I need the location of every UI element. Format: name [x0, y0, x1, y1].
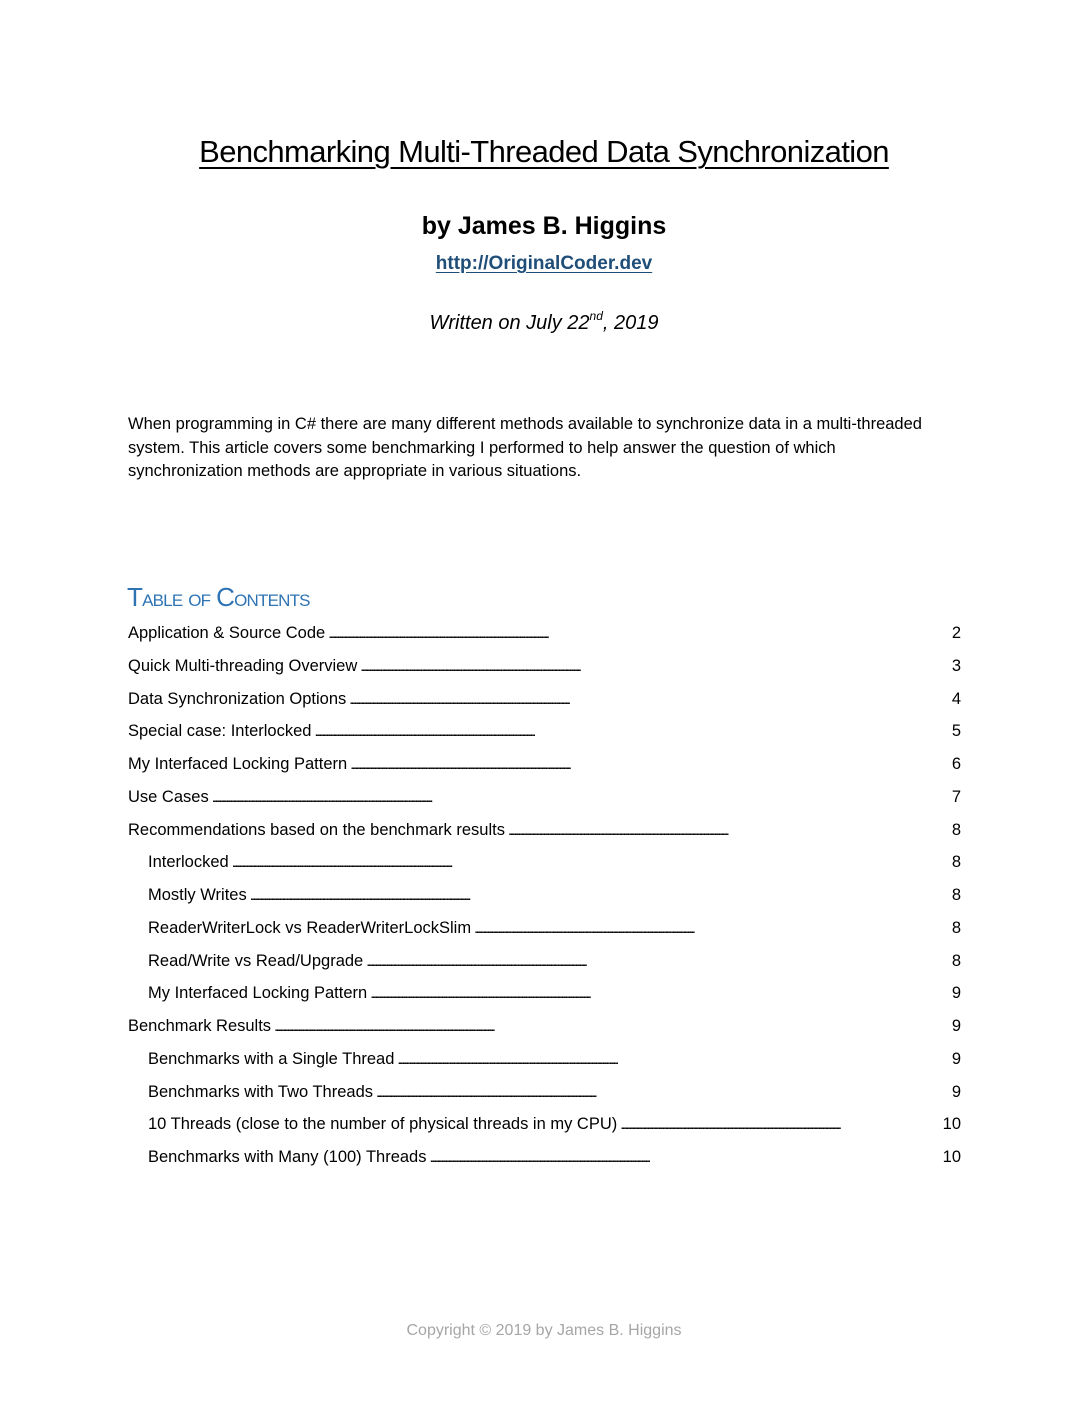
- toc-entry-label: Use Cases: [128, 787, 209, 806]
- toc-page-number: 5: [951, 722, 961, 741]
- toc-dot-leader: [274, 1017, 949, 1036]
- toc-page-number: 6: [951, 755, 961, 773]
- toc-dot-leader: [620, 1115, 939, 1134]
- toc-entry-label: Quick Multi-threading Overview: [128, 656, 358, 675]
- toc-entry-label: ReaderWriterLock vs ReaderWriterLockSlim: [148, 918, 472, 937]
- written-date-prefix: Written on July 22: [429, 312, 590, 334]
- table-of-contents: [128, 624, 961, 1181]
- toc-page-number: 8: [951, 853, 961, 872]
- copyright-footer: Copyright © 2019 by James B. Higgins: [406, 1322, 682, 1339]
- website-link[interactable]: http://OriginalCoder.dev: [435, 253, 653, 274]
- toc-entry-label: My Interfaced Locking Pattern: [148, 984, 368, 1003]
- toc-dot-leader: [508, 821, 949, 840]
- website-link-container: [0, 253, 1088, 275]
- toc-entry-label: Recommendations based on the benchmark results: [128, 820, 505, 839]
- toc-entry-label: Benchmarks with Two Threads: [148, 1082, 373, 1101]
- toc-dot-leader: [366, 952, 949, 971]
- toc-entry-label: Benchmarks with a Single Thread: [148, 1049, 395, 1068]
- toc-entry[interactable]: [128, 755, 961, 788]
- toc-entry[interactable]: [128, 788, 961, 821]
- toc-dot-leader: [360, 657, 949, 676]
- toc-entry[interactable]: [128, 821, 961, 854]
- toc-heading-initial-c: C: [216, 582, 235, 612]
- toc-entry-label: Special case: Interlocked: [128, 722, 312, 741]
- toc-dot-leader: [314, 722, 948, 741]
- toc-entry[interactable]: [128, 624, 961, 657]
- toc-entry[interactable]: [128, 1017, 961, 1050]
- toc-page-number: 8: [951, 951, 961, 970]
- toc-dot-leader: [350, 755, 949, 774]
- toc-heading: [127, 582, 310, 613]
- toc-dot-leader: [250, 886, 949, 905]
- toc-entry-label: Benchmark Results: [128, 1017, 272, 1035]
- toc-heading-part2: ontents: [234, 585, 310, 612]
- toc-dot-leader: [376, 1083, 949, 1102]
- written-date: [0, 309, 1088, 335]
- toc-heading-part1: able of: [142, 585, 217, 612]
- toc-entry-label: Interlocked: [148, 853, 229, 872]
- toc-page-number: 2: [951, 624, 961, 642]
- toc-page-number: 4: [951, 689, 961, 708]
- toc-entry[interactable]: [128, 657, 961, 690]
- toc-page-number: 10: [942, 1115, 961, 1134]
- toc-dot-leader: [232, 853, 949, 872]
- toc-heading-initial-t: T: [127, 582, 143, 612]
- toc-entry-label: Read/Write vs Read/Upgrade: [148, 951, 364, 970]
- written-date-ordinal: nd: [589, 309, 603, 323]
- toc-entry[interactable]: [128, 1148, 961, 1181]
- toc-entry-label: Data Synchronization Options: [128, 689, 347, 708]
- toc-page-number: 8: [951, 886, 961, 904]
- toc-page-number: 3: [951, 656, 961, 675]
- toc-entry-label: Mostly Writes: [148, 886, 247, 904]
- toc-entry[interactable]: [128, 952, 961, 985]
- toc-page-number: 9: [951, 984, 961, 1003]
- toc-page-number: 8: [951, 918, 961, 937]
- toc-entry[interactable]: [128, 919, 961, 952]
- toc-dot-leader: [370, 984, 949, 1003]
- toc-entry[interactable]: [128, 1050, 961, 1083]
- toc-entry-label: Application & Source Code: [128, 624, 326, 642]
- document-title: Benchmarking Multi-Threaded Data Synchronization: [199, 134, 889, 169]
- toc-entry[interactable]: [128, 886, 961, 919]
- toc-entry-label: 10 Threads (close to the number of physical threads in my CPU): [148, 1115, 618, 1134]
- toc-entry[interactable]: [128, 690, 961, 723]
- toc-page-number: 9: [951, 1082, 961, 1101]
- toc-entry[interactable]: [128, 722, 961, 755]
- written-date-suffix: , 2019: [602, 312, 659, 334]
- intro-paragraph: When programming in C# there are many different methods available to synchronize data in a multi-threaded system. This article covers some benchmarking I performed to help answer the question of which synchronization methods are appropriate in various situations.: [128, 415, 922, 480]
- toc-entry[interactable]: [128, 984, 961, 1017]
- toc-dot-leader: [349, 690, 949, 709]
- toc-page-number: 9: [951, 1017, 961, 1035]
- toc-entry[interactable]: [128, 1083, 961, 1116]
- toc-entry-label: My Interfaced Locking Pattern: [128, 755, 348, 773]
- toc-dot-leader: [328, 624, 949, 643]
- toc-entry[interactable]: [128, 1115, 961, 1148]
- toc-dot-leader: [429, 1148, 939, 1167]
- toc-entry-label: Benchmarks with Many (100) Threads: [148, 1148, 427, 1166]
- toc-page-number: 10: [942, 1148, 961, 1166]
- toc-dot-leader: [397, 1050, 948, 1069]
- toc-entry[interactable]: [128, 853, 961, 886]
- toc-dot-leader: [474, 919, 949, 938]
- toc-page-number: 8: [951, 820, 961, 839]
- author-name: by James B. Higgins: [421, 212, 667, 240]
- toc-page-number: 9: [951, 1049, 961, 1068]
- toc-dot-leader: [212, 788, 949, 807]
- toc-page-number: 7: [951, 787, 961, 806]
